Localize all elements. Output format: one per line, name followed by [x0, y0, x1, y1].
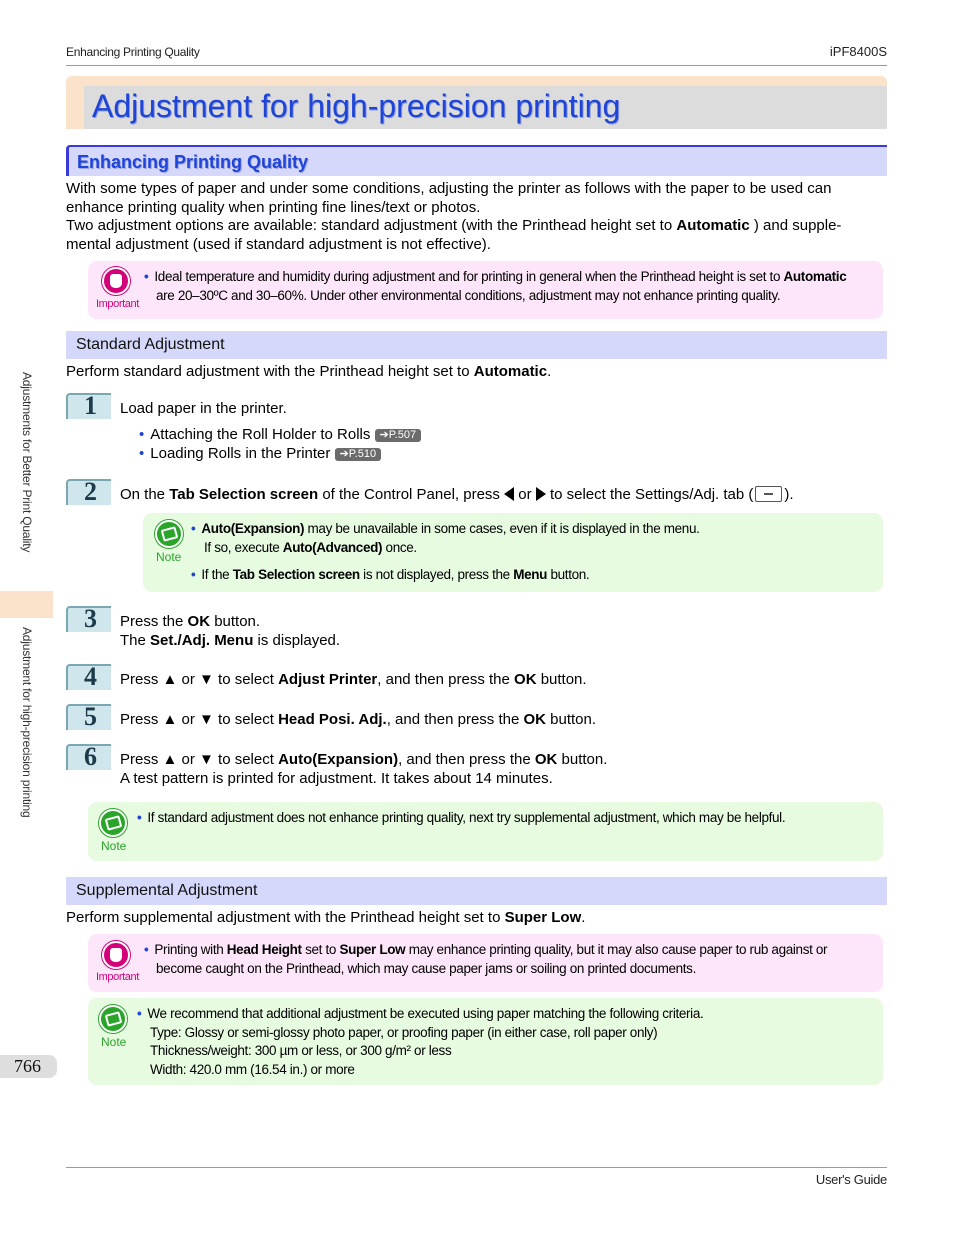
- bullet-icon: •: [139, 445, 145, 462]
- page-ref-badge[interactable]: ➔P.510: [335, 448, 382, 461]
- page-title: Adjustment for high-precision printing: [92, 88, 621, 124]
- link-text[interactable]: Loading Rolls in the Printer: [150, 445, 331, 462]
- step-text-part: , and then press the: [398, 751, 535, 768]
- subsection-heading-standard: Standard Adjustment: [76, 336, 225, 353]
- important-hand-icon: [102, 267, 130, 295]
- link-text[interactable]: Attaching the Roll Holder to Rolls: [150, 426, 371, 443]
- important-text-part: become caught on the Printhead, which may cause paper jams or soiling on printed documents.: [156, 960, 696, 976]
- intro-text: mental adjustment (used if standard adjustment is not effective).: [66, 235, 491, 253]
- note-text-part: If the: [201, 567, 233, 582]
- step-text-part: ).: [784, 486, 794, 503]
- step-text-part: A test pattern is printed for adjustment. It takes about 14 minutes.: [120, 770, 553, 787]
- step-2-text: [120, 485, 794, 504]
- sidebar-section-label: Adjustment for high-precision printing: [20, 627, 34, 818]
- step-text-part: to select the Settings/Adj. tab (: [545, 486, 754, 503]
- step-number-5: [66, 704, 111, 730]
- intro-text: ) and supple-: [749, 217, 842, 234]
- note-text-bold: Tab Selection screen: [232, 567, 360, 582]
- running-header-model: iPF8400S: [829, 44, 887, 59]
- supplemental-intro-text: .: [581, 909, 586, 926]
- note-text-part: is not displayed, press the: [359, 567, 514, 582]
- right-arrow-icon: [536, 487, 546, 501]
- subsection-heading-supplemental: Supplemental Adjustment: [76, 882, 258, 899]
- important-text-part: set to: [301, 942, 340, 957]
- step-number-text: 3: [84, 604, 97, 633]
- step-text-bold: Adjust Printer: [278, 671, 378, 688]
- step-number-text: 6: [84, 742, 97, 771]
- note-pencil-icon: [99, 809, 127, 837]
- note-text-part: button.: [547, 567, 590, 582]
- step-text-bold: OK: [523, 711, 546, 728]
- step-number-text: 1: [84, 391, 97, 420]
- step-text-part: , and then press the: [377, 671, 515, 688]
- page-number: 766: [14, 1056, 41, 1076]
- step-6-text: [120, 750, 607, 788]
- step-text-part: button.: [545, 711, 597, 728]
- bullet-icon: •: [144, 942, 149, 957]
- bullet-icon: •: [144, 269, 149, 284]
- note-text-bold: Auto(Expansion): [201, 521, 305, 536]
- note-text-part: If standard adjustment does not enhance printing quality, next try supplemental adjustment, which may be helpful.: [147, 810, 786, 825]
- step-number-text: 4: [84, 662, 97, 691]
- supplemental-intro: [66, 909, 887, 928]
- important-label: Important: [96, 971, 139, 983]
- step-text-part: Press ▲ or ▼ to select: [120, 711, 279, 728]
- bullet-icon: •: [191, 521, 196, 536]
- header-divider: [66, 65, 887, 66]
- step-text-part: button.: [210, 613, 261, 630]
- note-text-part: Thickness/weight: 300 µm or less, or 300 g/m² or less: [150, 1043, 452, 1058]
- step-text-part: , and then press the: [386, 711, 524, 728]
- running-header-section: Enhancing Printing Quality: [66, 45, 200, 59]
- step-text-part: or: [514, 486, 536, 503]
- standard-intro: [66, 363, 887, 382]
- step-number-text: 2: [84, 477, 97, 506]
- step-text-bold: Head Posi. Adj.: [278, 711, 387, 728]
- footer-guide-name: User's Guide: [815, 1172, 887, 1187]
- sidebar-chapter-label: Adjustments for Better Print Quality: [20, 372, 34, 553]
- note-text-bold: Menu: [513, 567, 548, 582]
- step-number-2: [66, 479, 111, 505]
- important-text-part: Printing with: [154, 942, 227, 957]
- step-text-part: Press ▲ or ▼ to select: [120, 751, 279, 768]
- settings-adj-tab-icon: [755, 486, 782, 502]
- note-label: Note: [101, 839, 127, 853]
- step-number-3: [66, 606, 111, 632]
- left-arrow-icon: [504, 487, 514, 501]
- sidebar-active-tab: [0, 591, 53, 618]
- link-roll-holder[interactable]: [139, 426, 421, 443]
- bullet-icon: •: [137, 810, 142, 825]
- step-number-4: [66, 664, 111, 690]
- step-text-part: is displayed.: [253, 632, 341, 649]
- note-text: [137, 809, 877, 828]
- bullet-icon: •: [139, 426, 145, 443]
- supplemental-intro-text: Perform supplemental adjustment with the Printhead height set to: [66, 909, 505, 926]
- important-text: [144, 941, 879, 978]
- note-text-2: [191, 566, 881, 585]
- note-label: Note: [156, 550, 182, 564]
- bullet-icon: •: [191, 567, 196, 582]
- step-text-part: button.: [536, 671, 587, 688]
- bullet-icon: •: [137, 1006, 142, 1021]
- note-text-part: once.: [382, 539, 417, 555]
- step-text-part: The: [120, 632, 151, 649]
- section-heading: Enhancing Printing Quality: [77, 152, 309, 172]
- step-1-text: Load paper in the printer.: [120, 400, 287, 417]
- note-text-part: Type: Glossy or semi-glossy photo paper, or proofing paper (in either case, roll paper only): [150, 1024, 658, 1040]
- important-text-bold: Head Height: [226, 942, 302, 957]
- important-label: Important: [96, 298, 139, 310]
- important-hand-icon: [102, 941, 130, 969]
- important-text-part: are 20–30ºC and 30–60%. Under other environmental conditions, adjustment may not enhance printing quality.: [156, 287, 781, 303]
- step-text-part: button.: [557, 751, 608, 768]
- important-text-bold: Super Low: [339, 942, 406, 957]
- step-text-bold: OK: [534, 751, 558, 768]
- note-text-part: If so, execute: [204, 539, 283, 555]
- note-pencil-icon: [155, 520, 183, 548]
- intro-bold: Automatic: [676, 217, 750, 234]
- step-text-bold: Auto(Expansion): [278, 751, 399, 768]
- step-text-bold: OK: [514, 671, 537, 688]
- step-text-part: Press the: [120, 613, 188, 630]
- important-text-part: may enhance printing quality, but it may also cause paper to rub against or: [405, 942, 828, 957]
- intro-text: Two adjustment options are available: standard adjustment (with the Printhead height set to: [66, 217, 677, 234]
- note-pencil-icon: [99, 1005, 127, 1033]
- note-text-part: may be unavailable in some cases, even if it is displayed in the menu.: [304, 521, 700, 536]
- step-text-part: On the: [120, 486, 170, 503]
- step-text-part: of the Control Panel, press: [318, 486, 505, 503]
- link-loading-rolls[interactable]: [139, 445, 381, 462]
- important-text: [144, 268, 879, 305]
- footer-divider: [66, 1167, 887, 1168]
- important-text-part: Ideal temperature and humidity during adjustment and for printing in general when the Printhead height is set to: [154, 269, 784, 284]
- step-number-1: [66, 393, 111, 419]
- intro-paragraph-1: With some types of paper and under some conditions, adjusting the printer as follows with the paper to be used can enhance printing quality when printing fine lines/text or photos.: [66, 180, 832, 216]
- step-number-text: 5: [84, 702, 97, 731]
- note-text-bold: Auto(Advanced): [282, 539, 383, 555]
- note-text-part: We recommend that additional adjustment be executed using paper matching the following criteria.: [147, 1006, 704, 1021]
- step-text-bold: Tab Selection screen: [169, 486, 319, 503]
- standard-intro-text: .: [547, 363, 552, 380]
- standard-intro-bold: Automatic: [473, 363, 548, 380]
- supplemental-intro-bold: Super Low: [504, 909, 582, 926]
- intro-paragraph-2: [66, 217, 887, 254]
- note-label: Note: [101, 1035, 127, 1049]
- step-3-text: [120, 612, 340, 650]
- note-text-part: Width: 420.0 mm (16.54 in.) or more: [150, 1061, 355, 1077]
- step-text-part: Press ▲ or ▼ to select: [120, 671, 279, 688]
- step-number-6: [66, 744, 111, 770]
- page-ref-badge[interactable]: ➔P.507: [375, 429, 422, 442]
- step-text-bold: Set./Adj. Menu: [150, 632, 254, 649]
- standard-intro-text: Perform standard adjustment with the Printhead height set to: [66, 363, 474, 380]
- step-4-text: [120, 670, 587, 689]
- step-5-text: [120, 710, 596, 729]
- step-text-bold: OK: [187, 613, 211, 630]
- note-text: [137, 1005, 877, 1079]
- important-text-bold: Automatic: [783, 269, 847, 284]
